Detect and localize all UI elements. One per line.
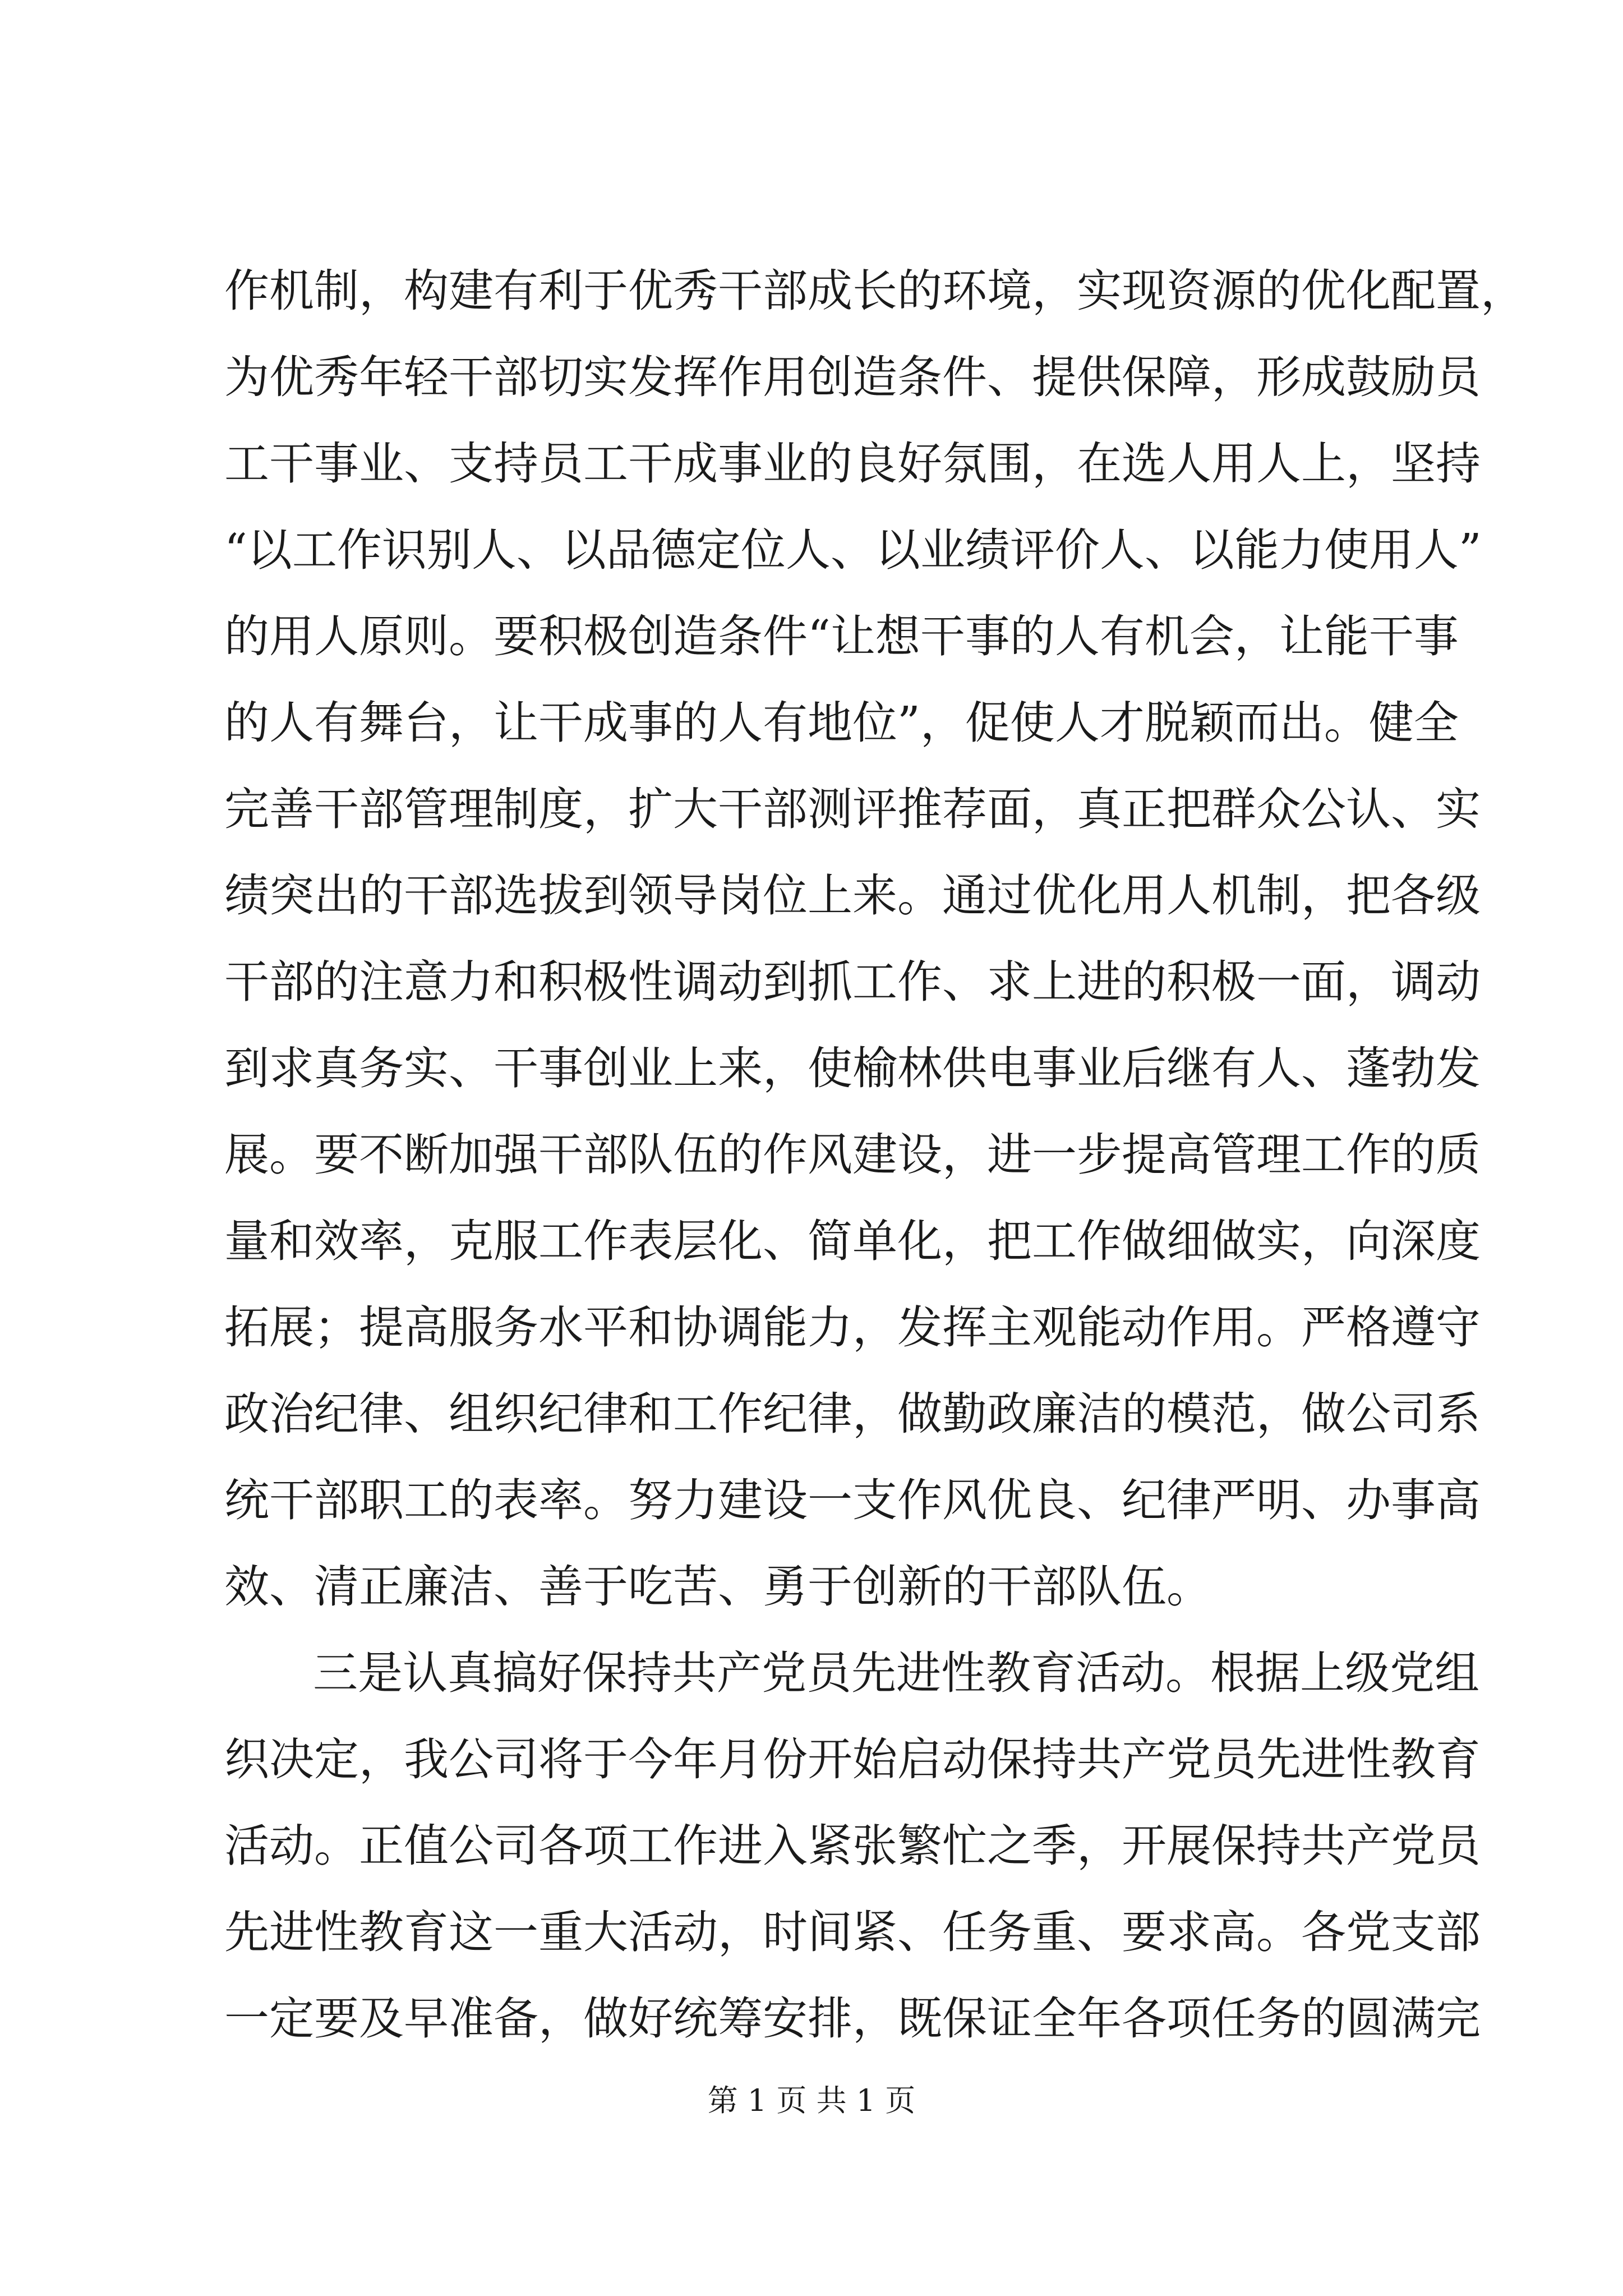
page-footer: 第 1 页 共 1 页 <box>707 2083 916 2118</box>
text-line: 展。要不断加强干部队伍的作风建设，进一步提高管理工作的质 <box>224 1129 1481 1181</box>
body-text <box>224 248 1525 2062</box>
text-line: 织决定，我公司将于今年月份开始启动保持共产党员先进性教育 <box>224 1733 1481 1786</box>
text-line: 工干事业、支持员工干成事业的良好氛围，在选人用人上，坚持 <box>224 438 1481 490</box>
text-line: 先进性教育这一重大活动，时间紧、任务重、要求高。各党支部 <box>224 1906 1481 1958</box>
text-line: 作机制，构建有利于优秀干部成长的环境，实现资源的优化配置， <box>224 265 1525 317</box>
text-line: 量和效率，克服工作表层化、简单化，把工作做细做实，向深度 <box>224 1215 1481 1267</box>
text-line: 统干部职工的表率。努力建设一支作风优良、纪律严明、办事高 <box>224 1474 1481 1526</box>
text-line: 到求真务实、干事创业上来，使榆林供电事业后继有人、蓬勃发 <box>224 1042 1481 1094</box>
text-line: 为优秀年轻干部切实发挥作用创造条件、提供保障，形成鼓励员 <box>224 351 1481 403</box>
text-line: 效、清正廉洁、善于吃苦、勇于创新的干部队伍。 <box>224 1561 1211 1613</box>
text-line: 拓展；提高服务水平和协调能力，发挥主观能动作用。严格遵守 <box>224 1301 1481 1354</box>
text-line: 政治纪律、组织纪律和工作纪律，做勤政廉洁的模范，做公司系 <box>224 1388 1481 1440</box>
text-line: 的人有舞台，让干成事的人有地位”，促使人才脱颖而出。健全 <box>224 697 1459 749</box>
text-line: 干部的注意力和积极性调动到抓工作、求上进的积极一面，调动 <box>224 956 1481 1008</box>
text-line: “以工作识别人、以品德定位人、以业绩评价人、以能力使用人” <box>224 524 1482 576</box>
text-line: 一定要及早准备，做好统筹安排，既保证全年各项任务的圆满完 <box>224 1993 1481 2045</box>
text-line: 完善干部管理制度，扩大干部测评推荐面，真正把群众公认、实 <box>224 783 1481 835</box>
text-line: 绩突出的干部选拔到领导岗位上来。通过优化用人机制，把各级 <box>224 869 1481 922</box>
text-line: 活动。正值公司各项工作进入紧张繁忙之季，开展保持共产党员 <box>224 1820 1481 1872</box>
text-line: 的用人原则。要积极创造条件“让想干事的人有机会，让能干事 <box>224 610 1459 662</box>
text-line: 三是认真搞好保持共产党员先进性教育活动。根据上级党组 <box>313 1647 1479 1699</box>
